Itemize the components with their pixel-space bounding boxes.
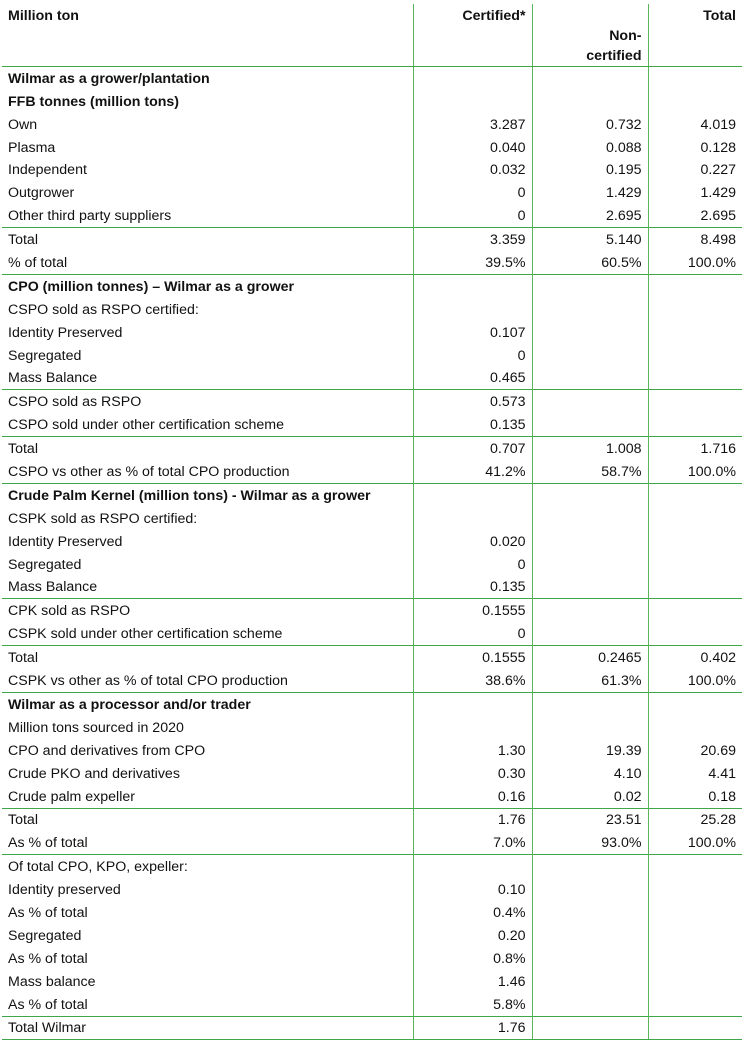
non-certified-value [532, 993, 648, 1016]
certified-value: 0 [413, 622, 532, 645]
certified-value: 0.573 [413, 390, 532, 413]
non-certified-value: 0.02 [532, 785, 648, 808]
non-certified-value [532, 390, 648, 413]
row-label: Mass balance [8, 973, 96, 990]
total-value: 20.69 [648, 739, 742, 762]
non-certified-value [532, 90, 648, 113]
total-value [648, 855, 742, 878]
non-certified-value [532, 507, 648, 530]
row-label: CSPK sold under other certification scheme [8, 626, 283, 643]
row-label: As % of total [8, 904, 88, 921]
table-row [2, 970, 742, 993]
total-value: 0.227 [648, 159, 742, 182]
total-value: 100.0% [648, 251, 742, 274]
row-label: Total [2, 228, 413, 251]
table-row [2, 693, 742, 716]
table-row [2, 553, 742, 576]
total-value [648, 693, 742, 716]
total-value: 2.695 [648, 204, 742, 227]
row-label: Identity Preserved [8, 324, 123, 341]
non-certified-value: 2.695 [532, 204, 648, 227]
certified-value: 3.359 [413, 228, 532, 251]
certified-value: 0 [413, 204, 532, 227]
table-row [2, 251, 742, 274]
table-row [2, 716, 742, 739]
row-label: CPK sold as RSPO [2, 599, 413, 622]
total-value [648, 298, 742, 321]
row-label: % of total [8, 255, 68, 272]
table-row [2, 437, 742, 460]
non-certified-value: 0.088 [532, 136, 648, 159]
row-label: Total [2, 646, 413, 669]
total-value: 1.716 [648, 437, 742, 460]
table-row [2, 878, 742, 901]
row-label: Identity preserved [8, 882, 121, 899]
certified-value [413, 275, 532, 298]
total-value: 1.429 [648, 181, 742, 204]
total-value: 0.402 [648, 646, 742, 669]
row-label: Wilmar as a processor and/or trader [2, 693, 413, 716]
non-certified-value: 58.7% [532, 460, 648, 483]
table-row [2, 321, 742, 344]
certified-value [413, 484, 532, 507]
table-row [2, 947, 742, 970]
non-certified-value [532, 970, 648, 993]
certified-value [413, 507, 532, 530]
table-row [2, 390, 742, 413]
non-certified-value [532, 901, 648, 924]
certified-value: 7.0% [413, 831, 532, 854]
total-value [648, 321, 742, 344]
certified-value: 0.20 [413, 924, 532, 947]
table-row [2, 113, 742, 136]
total-value: 4.41 [648, 762, 742, 785]
certified-value: 39.5% [413, 251, 532, 274]
table-row [2, 460, 742, 483]
row-label: Segregated [8, 927, 82, 944]
certified-value: 0.1555 [413, 646, 532, 669]
non-certified-value: 93.0% [532, 831, 648, 854]
non-certified-value [532, 622, 648, 645]
row-label: Own [8, 116, 38, 133]
certified-value: 0.4% [413, 901, 532, 924]
table-row [2, 855, 742, 878]
non-certified-value [532, 275, 648, 298]
total-value [648, 507, 742, 530]
row-label: CSPO sold under other certification scheme [8, 417, 284, 434]
table-row [2, 275, 742, 298]
total-value: 8.498 [648, 228, 742, 251]
table-row [2, 344, 742, 367]
certified-value [413, 67, 532, 90]
non-certified-value [532, 413, 648, 436]
table-row [2, 67, 742, 90]
certified-value: 41.2% [413, 460, 532, 483]
total-value [648, 622, 742, 645]
non-certified-value [532, 924, 648, 947]
row-label: Plasma [8, 139, 56, 156]
row-label: CPO (million tonnes) – Wilmar as a grower [2, 275, 413, 298]
row-label: As % of total [8, 835, 88, 852]
non-certified-value: 19.39 [532, 739, 648, 762]
total-value: 100.0% [648, 831, 742, 854]
header-certified: Certified* [413, 4, 532, 67]
table-row [2, 204, 742, 227]
table-row [2, 739, 742, 762]
non-certified-value: 0.732 [532, 113, 648, 136]
row-label: FFB tonnes (million tons) [8, 93, 180, 110]
total-value [648, 67, 742, 90]
row-label: Of total CPO, KPO, expeller: [2, 855, 413, 878]
certified-value: 0.16 [413, 785, 532, 808]
table-row [2, 924, 742, 947]
row-label: CSPO vs other as % of total CPO production [8, 464, 290, 481]
table-row [2, 901, 742, 924]
total-value [648, 530, 742, 553]
certified-value: 0.032 [413, 159, 532, 182]
certified-value: 0.135 [413, 413, 532, 436]
certified-value: 0.040 [413, 136, 532, 159]
certified-value [413, 855, 532, 878]
table-body [2, 67, 742, 1040]
total-value [648, 367, 742, 390]
certified-value: 0 [413, 181, 532, 204]
table-row [2, 530, 742, 553]
total-value [648, 413, 742, 436]
certified-value: 0.8% [413, 947, 532, 970]
table-row [2, 507, 742, 530]
certified-value [413, 90, 532, 113]
total-value [648, 901, 742, 924]
total-value [648, 993, 742, 1016]
total-value [648, 878, 742, 901]
table-row [2, 90, 742, 113]
row-label: Mass Balance [8, 579, 98, 596]
certified-value: 1.46 [413, 970, 532, 993]
non-certified-value: 1.008 [532, 437, 648, 460]
total-value [648, 599, 742, 622]
certified-value: 0 [413, 344, 532, 367]
row-label: CSPK vs other as % of total CPO production [8, 673, 288, 690]
certified-value: 0.1555 [413, 599, 532, 622]
certified-value: 0.107 [413, 321, 532, 344]
non-certified-value [532, 693, 648, 716]
non-certified-value: 61.3% [532, 669, 648, 692]
total-value [648, 1016, 742, 1040]
total-value [648, 90, 742, 113]
total-value: 0.18 [648, 785, 742, 808]
non-certified-value [532, 855, 648, 878]
total-value [648, 484, 742, 507]
table-row [2, 159, 742, 182]
table-row [2, 993, 742, 1016]
total-value [648, 344, 742, 367]
row-label: As % of total [8, 950, 88, 967]
certified-value: 5.8% [413, 993, 532, 1016]
non-certified-value [532, 530, 648, 553]
certified-value: 0.135 [413, 576, 532, 599]
row-label: CSPO sold as RSPO certified: [8, 301, 199, 318]
total-value: 25.28 [648, 808, 742, 831]
total-value: 4.019 [648, 113, 742, 136]
certified-value: 38.6% [413, 669, 532, 692]
certified-value: 0.30 [413, 762, 532, 785]
total-value [648, 716, 742, 739]
non-certified-value: 4.10 [532, 762, 648, 785]
table-row [2, 622, 742, 645]
non-certified-value [532, 878, 648, 901]
non-certified-value [532, 67, 648, 90]
table-row [2, 484, 742, 507]
table-row [2, 228, 742, 251]
row-label: Total [2, 437, 413, 460]
certification-table [2, 4, 742, 1040]
row-label: Segregated [8, 347, 82, 364]
certified-value [413, 298, 532, 321]
non-certified-value [532, 576, 648, 599]
table-row [2, 646, 742, 669]
certified-value: 1.76 [413, 808, 532, 831]
total-value [648, 275, 742, 298]
table-row [2, 298, 742, 321]
non-certified-value [532, 344, 648, 367]
table-row [2, 808, 742, 831]
certified-value: 0 [413, 553, 532, 576]
certified-value [413, 693, 532, 716]
non-certified-value: 23.51 [532, 808, 648, 831]
table-row [2, 367, 742, 390]
certified-value: 3.287 [413, 113, 532, 136]
certified-value: 0.707 [413, 437, 532, 460]
table-row [2, 576, 742, 599]
total-value: 0.128 [648, 136, 742, 159]
row-label: Crude PKO and derivatives [8, 765, 180, 782]
non-certified-value: 0.195 [532, 159, 648, 182]
non-certified-value [532, 321, 648, 344]
row-label: Independent [8, 162, 87, 179]
non-certified-value [532, 947, 648, 970]
row-label: Wilmar as a grower/plantation [2, 67, 413, 90]
non-certified-value [532, 553, 648, 576]
total-value: 100.0% [648, 669, 742, 692]
table-row [2, 785, 742, 808]
row-label: Segregated [8, 556, 82, 573]
non-certified-value [532, 599, 648, 622]
row-label: Million tons sourced in 2020 [8, 719, 184, 736]
non-certified-value [532, 367, 648, 390]
header-million-ton: Million ton [2, 4, 413, 67]
certified-value: 0.020 [413, 530, 532, 553]
non-certified-value: 0.2465 [532, 646, 648, 669]
certified-value: 1.30 [413, 739, 532, 762]
row-label: CSPO sold as RSPO [2, 390, 413, 413]
row-label: Crude Palm Kernel (million tons) - Wilmar as a grower [2, 484, 413, 507]
non-certified-value [532, 716, 648, 739]
row-label: CSPK sold as RSPO certified: [8, 510, 198, 527]
certified-value: 1.76 [413, 1016, 532, 1040]
row-label: Other third party suppliers [8, 208, 172, 225]
table-row [2, 599, 742, 622]
non-certified-value [532, 298, 648, 321]
certified-value: 0.10 [413, 878, 532, 901]
row-label: CPO and derivatives from CPO [8, 742, 206, 759]
header-row [2, 4, 742, 67]
total-value [648, 390, 742, 413]
row-label: As % of total [8, 996, 88, 1013]
total-value [648, 970, 742, 993]
certified-value [413, 716, 532, 739]
table-row [2, 181, 742, 204]
table-row [2, 136, 742, 159]
table-row [2, 413, 742, 436]
non-certified-value: 5.140 [532, 228, 648, 251]
certified-value: 0.465 [413, 367, 532, 390]
table-row [2, 1016, 742, 1040]
header-total: Total [648, 4, 742, 67]
non-certified-value [532, 1016, 648, 1040]
row-label: Total [2, 808, 413, 831]
table-row [2, 669, 742, 692]
table-row [2, 762, 742, 785]
header-non-certified [532, 4, 648, 67]
header-non-certified-label: Non- certified [586, 28, 642, 64]
table-row [2, 831, 742, 854]
row-label: Crude palm expeller [8, 788, 135, 805]
total-value: 100.0% [648, 460, 742, 483]
total-value [648, 947, 742, 970]
row-label: Mass Balance [8, 370, 98, 387]
row-label: Identity Preserved [8, 533, 123, 550]
non-certified-value: 1.429 [532, 181, 648, 204]
total-value [648, 924, 742, 947]
non-certified-value: 60.5% [532, 251, 648, 274]
row-label: Outgrower [8, 185, 75, 202]
row-label: Total Wilmar [2, 1016, 413, 1040]
total-value [648, 576, 742, 599]
non-certified-value [532, 484, 648, 507]
total-value [648, 553, 742, 576]
